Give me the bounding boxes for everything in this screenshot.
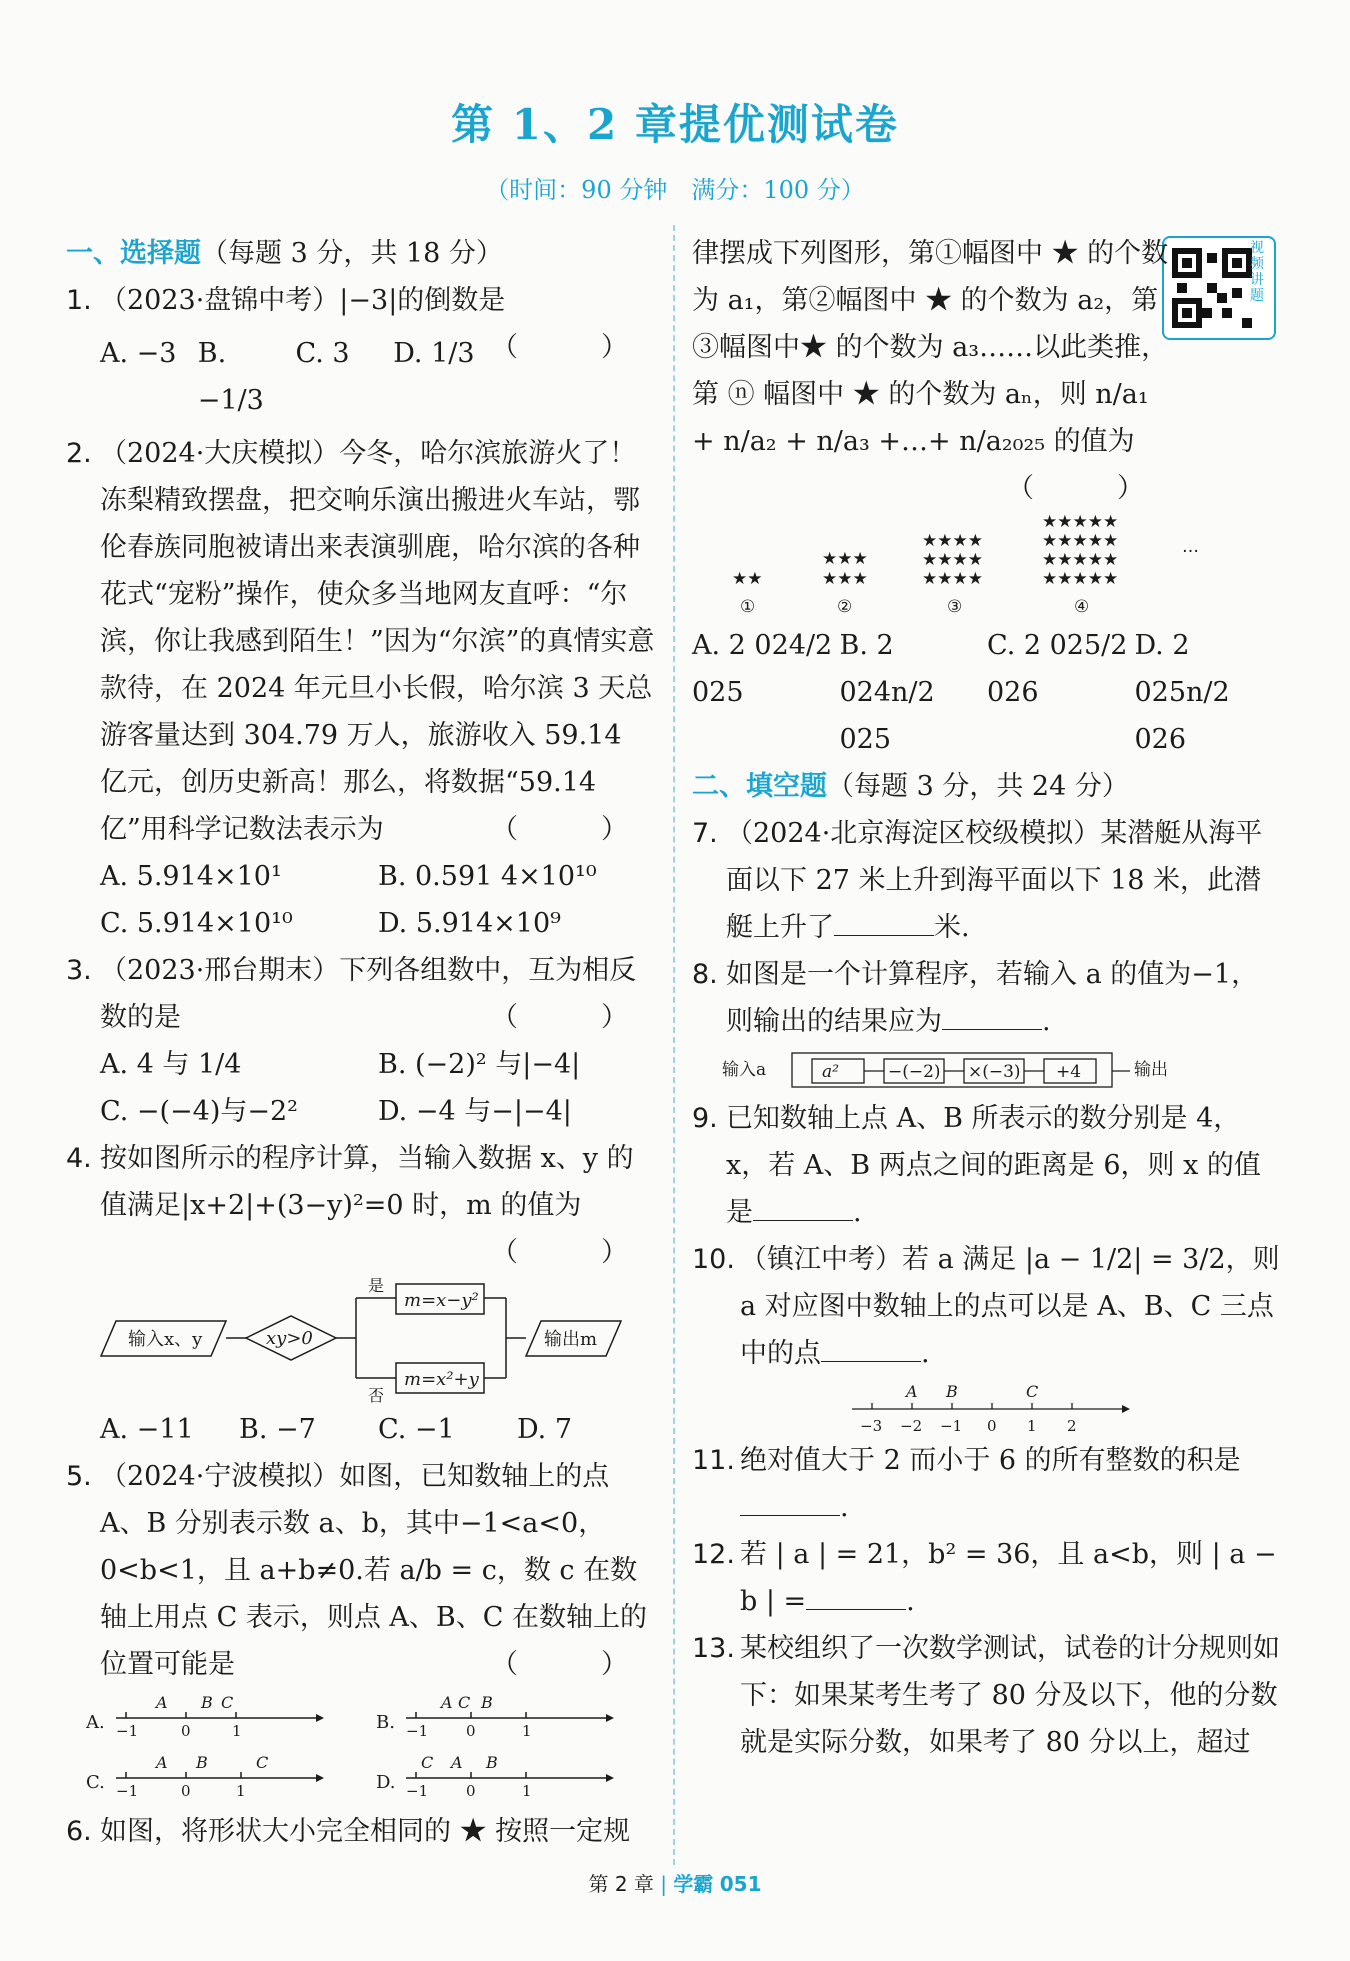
svg-text:0: 0 [181, 1722, 191, 1740]
question-6: 6. 如图，将形状大小完全相同的 ★ 按照一定规 [66, 1816, 631, 1847]
svg-text:1: 1 [232, 1722, 242, 1740]
svg-text:−1: −1 [116, 1722, 139, 1740]
svg-text:③: ③ [947, 597, 963, 617]
svg-text:0: 0 [181, 1782, 191, 1800]
svg-text:−2: −2 [900, 1417, 923, 1435]
svg-text:×(−3): ×(−3) [968, 1062, 1021, 1082]
answer-paren: （ ） [491, 332, 656, 363]
option-c: C. 5.914×10¹⁰ [100, 908, 293, 939]
option-b: B. (−2)² 与|−4| [378, 1049, 581, 1080]
question-8: 8. 如图是一个计算程序，若输入 a 的值为−1，则输出的结果应为 . [692, 959, 1259, 1037]
svg-text:★★★★: ★★★★ [922, 569, 983, 589]
flow-no-box-label: m=x²+y [404, 1369, 479, 1390]
footer-brand: 学霸 [673, 1872, 714, 1896]
option-d: D. 1/3 [393, 338, 475, 369]
question-7: 7. （2024·北京海淀区校级模拟）某潜艇从海平面以下 27 米上升到海平面以下 18 米，此潜艇上升了 米. [692, 818, 1263, 943]
svg-text:①: ① [740, 597, 756, 617]
svg-text:输入a: 输入a [722, 1060, 767, 1080]
question-1: 1. （2023·盘锦中考）|−3|的倒数是 （ ） [66, 277, 656, 324]
svg-text:★★: ★★ [732, 569, 763, 589]
svg-text:B.: B. [376, 1712, 395, 1733]
svg-text:C: C [256, 1753, 269, 1772]
section-heading-choice: 一、选择题（每题 3 分，共 18 分） [66, 238, 503, 269]
option-d: D. −4 与−|−4| [378, 1096, 572, 1127]
svg-text:★★★★★: ★★★★★ [1042, 569, 1119, 589]
svg-text:A.: A. [86, 1712, 105, 1733]
svg-text:+4: +4 [1056, 1062, 1082, 1082]
svg-text:0: 0 [987, 1417, 997, 1435]
question-2: 2. （2024·大庆模拟）今冬，哈尔滨旅游火了！冻梨精致摆盘，把交响乐演出搬进火车站，鄂伦春族同胞被请出来表演驯鹿，哈尔滨的各种花式“宠粉”操作，使众多当地网友直呼：“尔滨，你让我感到陌生！”因为“尔滨”的真情实意款待，在 2024 年元旦小长假，哈尔滨 3 天总游客量达到 304.79 万人，旅游收入 59.14 亿元，创历史新高！那么，将数据“59.14 亿”用科学记数法表示为 （ ） [66, 430, 656, 853]
svg-text:★★★★: ★★★★ [922, 550, 983, 570]
svg-text:A: A [906, 1382, 918, 1401]
question-text: （2024·大庆模拟）今冬，哈尔滨旅游火了！冻梨精致摆盘，把交响乐演出搬进火车站，鄂伦春族同胞被请出来表演驯鹿，哈尔滨的各种花式“宠粉”操作，使众多当地网友直呼：“尔滨，你让我感到陌生！”因为“尔滨”的真情实意款待，在 2024 年元旦小长假，哈尔滨 3 天总游客量达到 304.79 万人，旅游收入 59.14 亿元，创历史新高！那么，将数据“59.14 亿”用科学记数法表示为 [100, 438, 655, 845]
svg-text:0: 0 [466, 1782, 476, 1800]
q2-options [66, 853, 656, 947]
flow-cond-label: xy>0 [266, 1328, 313, 1349]
q10-number-line [852, 1377, 1350, 1437]
question-9: 9. 已知数轴上点 A、B 所表示的数分别是 4，x，若 A、B 两点之间的距离是 6，则 x 的值是 . [692, 1103, 1261, 1228]
svg-text:…: … [1182, 537, 1199, 557]
question-text: （2024·宁波模拟）如图，已知数轴上的点 A、B 分别表示数 a、b，其中−1<a<0，0<b<1，且 a+b≠0.若 a/b = c，数 c 在数轴上用点 C 表示，则点 A、B、C 在数轴上的位置可能是 [100, 1461, 647, 1680]
answer-blank[interactable] [834, 935, 934, 936]
answer-blank[interactable] [753, 1220, 853, 1221]
svg-text:−1: −1 [406, 1722, 429, 1740]
option-b: B. −1/3 [197, 338, 264, 416]
svg-text:−(−2): −(−2) [888, 1062, 941, 1082]
q4-options [66, 1406, 656, 1453]
flow-input-label: 输入x、y [128, 1329, 203, 1350]
answer-blank[interactable] [821, 1361, 921, 1362]
option-b: B. 2 024n/2 025 [839, 630, 935, 755]
svg-text:1: 1 [236, 1782, 246, 1800]
question-5: 5. （2024·宁波模拟）如图，已知数轴上的点 A、B 分别表示数 a、b，其中−1<a<0，0<b<1，且 a+b≠0.若 a/b = c，数 c 在数轴上用点 C 表示，则点 A、B、C 在数轴上的位置可能是 （ ） [66, 1453, 656, 1688]
answer-blank[interactable] [942, 1029, 1042, 1030]
option-c: C. 3 [295, 338, 350, 369]
flow-output-label: 输出m [544, 1329, 598, 1350]
svg-text:④: ④ [1074, 597, 1090, 617]
q6-options [692, 622, 1282, 763]
svg-text:1: 1 [522, 1722, 532, 1740]
svg-text:B: B [946, 1382, 958, 1401]
svg-text:1: 1 [1027, 1417, 1037, 1435]
svg-text:C: C [458, 1693, 471, 1712]
answer-paren: （ ） [491, 814, 656, 845]
svg-text:输出: 输出 [1134, 1060, 1168, 1080]
svg-text:★★★: ★★★ [822, 549, 868, 569]
svg-text:★★★: ★★★ [822, 569, 868, 589]
answer-blank[interactable] [806, 1609, 906, 1610]
option-a: A. 4 与 1/4 [100, 1049, 242, 1080]
q5-number-lines [86, 1688, 646, 1808]
svg-text:−1: −1 [940, 1417, 963, 1435]
svg-text:A: A [156, 1693, 168, 1712]
q6-continued [692, 230, 1282, 504]
question-11: 11. 绝对值大于 2 而小于 6 的所有整数的积是. [692, 1445, 1241, 1523]
right-column [692, 230, 1282, 1766]
svg-text:A: A [451, 1753, 463, 1772]
flow-yes-label: 是 [368, 1276, 385, 1295]
option-a: A. 5.914×10¹ [100, 861, 282, 892]
svg-text:a²: a² [822, 1062, 839, 1082]
question-3: 3. （2023·邢台期末）下列各组数中，互为相反数的是 （ ） [66, 947, 656, 1041]
svg-text:C.: C. [86, 1772, 105, 1793]
qr-side-label: 视频讲题 [1250, 240, 1264, 304]
svg-text:1: 1 [522, 1782, 532, 1800]
svg-text:②: ② [837, 597, 853, 617]
svg-text:A: A [441, 1693, 453, 1712]
q3-options [66, 1041, 656, 1135]
flow-no-label: 否 [368, 1386, 385, 1405]
svg-text:D.: D. [376, 1772, 396, 1793]
option-b: B. 0.591 4×10¹⁰ [378, 861, 597, 892]
answer-blank[interactable] [740, 1515, 840, 1516]
question-text: 按如图所示的程序计算，当输入数据 x、y 的值满足|x+2|+(3−y)²=0 时，m 的值为 [100, 1143, 634, 1221]
option-a: A. −3 [100, 338, 177, 369]
svg-text:−3: −3 [860, 1417, 883, 1435]
svg-text:★★★★★: ★★★★★ [1042, 531, 1119, 551]
left-column [66, 230, 656, 1855]
column-divider [673, 225, 675, 1865]
answer-paren: （ ） [1007, 473, 1172, 504]
option-b: B. −7 [239, 1414, 316, 1445]
q1-options [66, 330, 491, 424]
svg-text:B: B [486, 1753, 498, 1772]
question-13: 13. 某校组织了一次数学测试，试卷的计分规则如下：如果某考生考了 80 分及以下，他的分数就是实际分数，如果考了 80 分以上，超过 [692, 1633, 1280, 1758]
q4-flowchart [86, 1276, 646, 1406]
svg-text:2: 2 [1067, 1417, 1077, 1435]
svg-text:B: B [481, 1693, 493, 1712]
page-footer: 第 2 章 | 学霸 051 [588, 1872, 762, 1896]
q8-flow [722, 1045, 1282, 1095]
svg-text:0: 0 [466, 1722, 476, 1740]
answer-paren: （ ） [491, 1237, 656, 1268]
answer-paren: （ ） [491, 1649, 656, 1680]
question-text: （2023·邢台期末）下列各组数中，互为相反数的是 [100, 955, 637, 1033]
flow-yes-box-label: m=x−y² [404, 1290, 479, 1311]
page-title: 第 1、2 章提优测试卷 [451, 100, 899, 149]
question-text: 律摆成下列图形，第①幅图中 ★ 的个数为 a₁，第②幅图中 ★ 的个数为 a₂，第③幅图中★ 的个数为 a₃……以此类推，第 ⓝ 幅图中 ★ 的个数为 aₙ，则 n/a₁ + n/a₂ + n/a₃ +…+ n/a₂₀₂₅ 的值为 [692, 238, 1169, 457]
svg-text:A: A [156, 1753, 168, 1772]
svg-text:B: B [196, 1753, 208, 1772]
svg-text:B: B [201, 1693, 213, 1712]
question-10: 10. （镇江中考）若 a 满足 |a − 1/2| = 3/2，则 a 对应图中数轴上的点可以是 A、B、C 三点中的点 . [692, 1244, 1280, 1369]
option-a: A. −11 [100, 1414, 194, 1445]
option-c: C. −(−4)与−2² [100, 1096, 298, 1127]
option-d: D. 7 [517, 1414, 573, 1445]
question-12: 12. 若 | a | = 21，b² = 36，且 a<b，则 | a − b | = . [692, 1539, 1277, 1617]
question-4: 4. 按如图所示的程序计算，当输入数据 x、y 的值满足|x+2|+(3−y)²=0 时，m 的值为 （ ） [66, 1135, 656, 1229]
svg-text:★★★★★: ★★★★★ [1042, 550, 1119, 570]
footer-page-number: 051 [719, 1872, 762, 1896]
section-heading-fill: 二、填空题（每题 3 分，共 24 分） [692, 771, 1129, 802]
question-text: （2023·盘锦中考）|−3|的倒数是 [100, 285, 506, 316]
option-d: D. 5.914×10⁹ [378, 908, 561, 939]
svg-text:−1: −1 [116, 1782, 139, 1800]
question-text: 如图，将形状大小完全相同的 ★ 按照一定规 [100, 1816, 631, 1847]
option-a: A. 2 024/2 025 [692, 630, 833, 708]
page-subtitle: （时间：90 分钟 满分：100 分） [485, 176, 865, 204]
option-d: D. 2 025n/2 026 [1134, 630, 1230, 755]
footer-chapter: 第 2 章 [588, 1872, 654, 1896]
q6-star-figures [712, 512, 1272, 622]
option-c: C. 2 025/2 026 [987, 630, 1128, 708]
option-c: C. −1 [378, 1414, 455, 1445]
svg-text:C: C [421, 1753, 434, 1772]
svg-text:★★★★: ★★★★ [922, 531, 983, 551]
svg-text:C: C [221, 1693, 234, 1712]
svg-text:−1: −1 [406, 1782, 429, 1800]
answer-paren: （ ） [491, 1002, 656, 1033]
svg-text:★★★★★: ★★★★★ [1042, 512, 1119, 532]
svg-text:C: C [1026, 1382, 1039, 1401]
